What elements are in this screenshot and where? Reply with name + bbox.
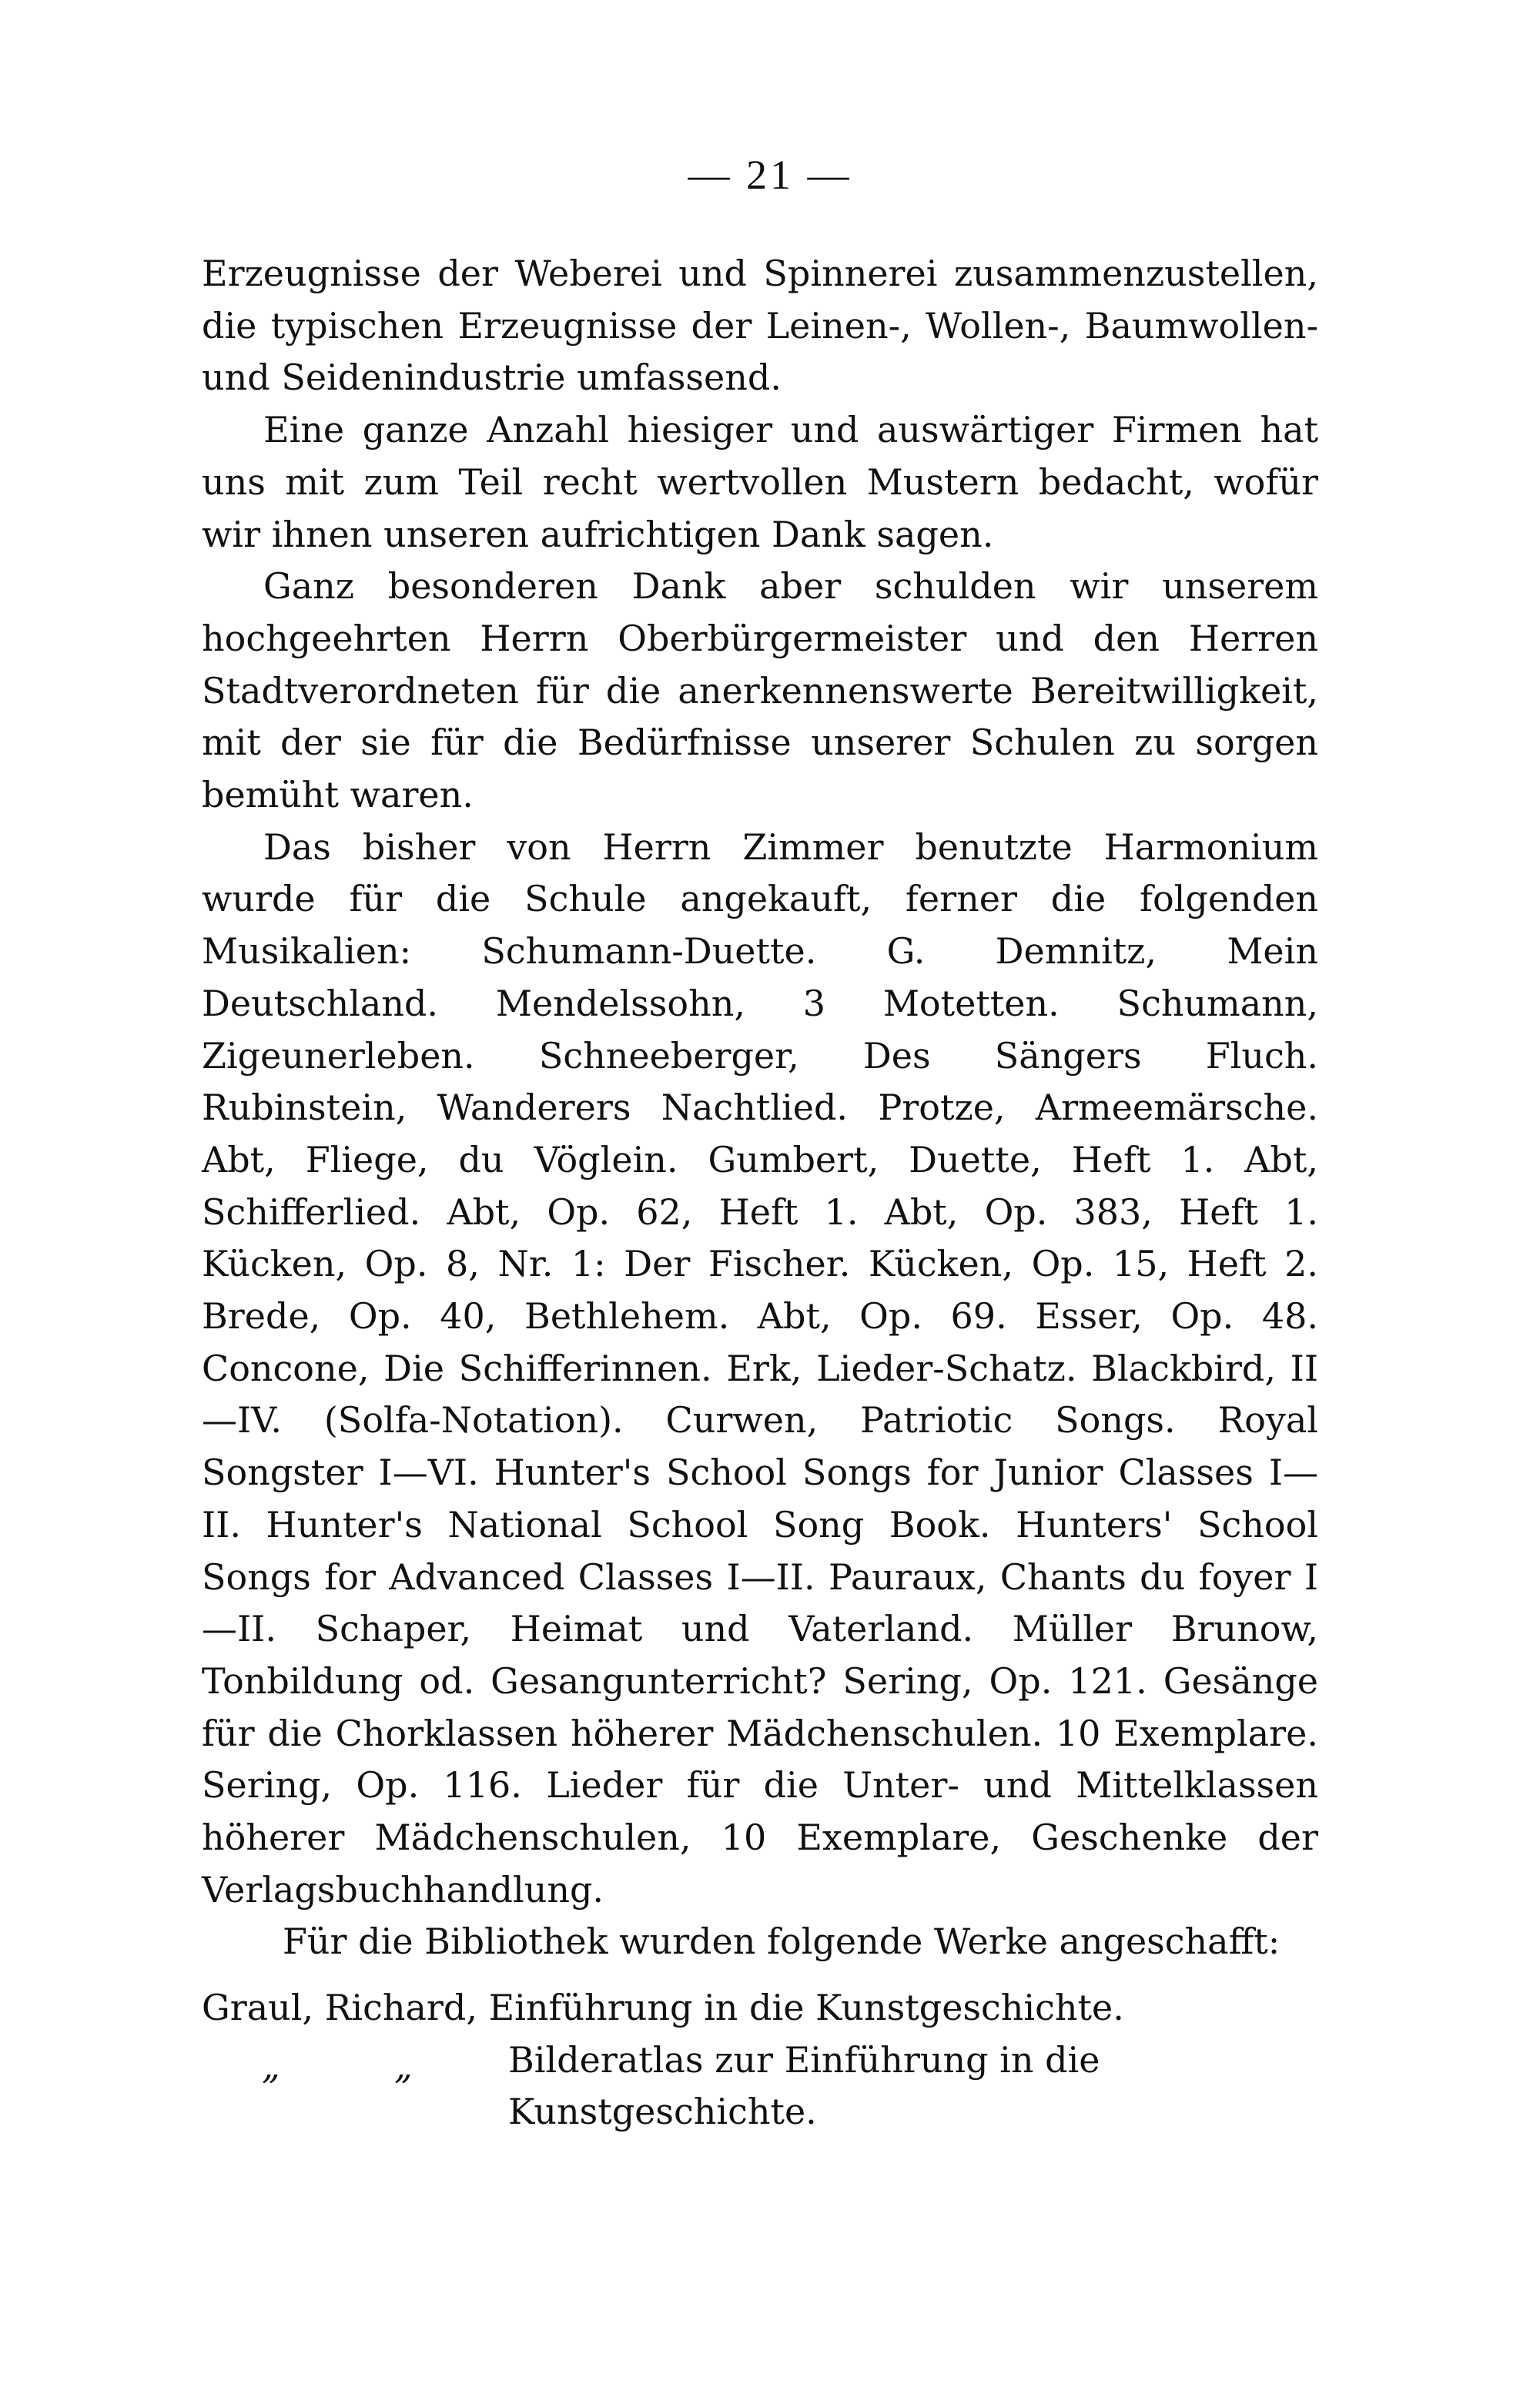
paragraph-1: Erzeugnisse der Weberei und Spinnerei zusammenzustellen, die typischen Erzeugnisse der Leinen-, Wollen-, Baumwollen- und Seidenindustrie umfassend. (202, 253, 1318, 399)
library-list (202, 1982, 1326, 2138)
page-number: — 21 — (688, 152, 852, 198)
library-entry-2-title: Bilderatlas zur Einführung in die Kunstgeschichte. (508, 2038, 1100, 2133)
ditto-mark-author: „ (262, 2044, 280, 2087)
paragraph-3: Ganz besonderen Dank aber schulden wir unserem hochgeehrten Herrn Oberbürgermeister und den Herren Stadtverordneten für die anerkennenswerte Bereitwilligkeit, mit der sie für die Bedürfnisse unserer Schulen zu sorgen bemüht waren. (202, 565, 1318, 816)
paragraph-2: Eine ganze Anzahl hiesiger und auswärtiger Firmen hat uns mit zum Teil recht wertvollen Mustern bedacht, wofür wir ihnen unseren aufrichtigen Dank sagen. (202, 409, 1318, 555)
paragraph-4-music-list: Das bisher von Herrn Zimmer benutzte Harmonium wurde für die Schule angekauft, ferner die folgenden Musikalien: Schumann-Duette. G. Demnitz, Mein Deutschland. Mendelssohn, 3 Motetten. Schumann, Zigeunerleben. Schneeberger, Des Sängers Fluch. Rubinstein, Wanderers Nachtlied. Protze, Armeemärsche. Abt, Fliege, du Vöglein. Gumbert, Duette, Heft 1. Abt, Schifferlied. Abt, Op. 62, Heft 1. Abt, Op. 383, Heft 1. Kücken, Op. 8, Nr. 1: Der Fischer. Kücken, Op. 15, Heft 2. Brede, Op. 40, Bethlehem. Abt, Op. 69. Esser, Op. 48. Concone, Die Schifferinnen. Erk, Lieder-Schatz. Blackbird, II—IV. (Solfa-Notation). Curwen, Patriotic Songs. Royal Songster I—VI. Hunter's School Songs for Junior Classes I—II. Hunter's National School Song Book. Hunters' School Songs for Advanced Classes I—II. Pauraux, Chants du foyer I—II. Schaper, Heimat und Vaterland. Müller Brunow, Tonbildung od. Gesangunterricht? Sering, Op. 121. Gesänge für die Chorklassen höherer Mädchenschulen. 10 Exemplare. Sering, Op. 116. Lieder für die Unter- und Mittelklassen höherer Mädchenschulen, 10 Exemplare, Geschenke der Verlagsbuchhandlung. (202, 825, 1318, 1910)
library-entry-2 (202, 2034, 1326, 2138)
library-entry-1: Graul, Richard, Einführung in die Kunstgeschichte. (202, 1987, 1124, 2028)
body-text (202, 248, 1318, 1917)
ditto-mark-firstname: „ (394, 2044, 413, 2087)
library-heading: Für die Bibliothek wurden folgende Werke angeschafft: (283, 1921, 1281, 1962)
